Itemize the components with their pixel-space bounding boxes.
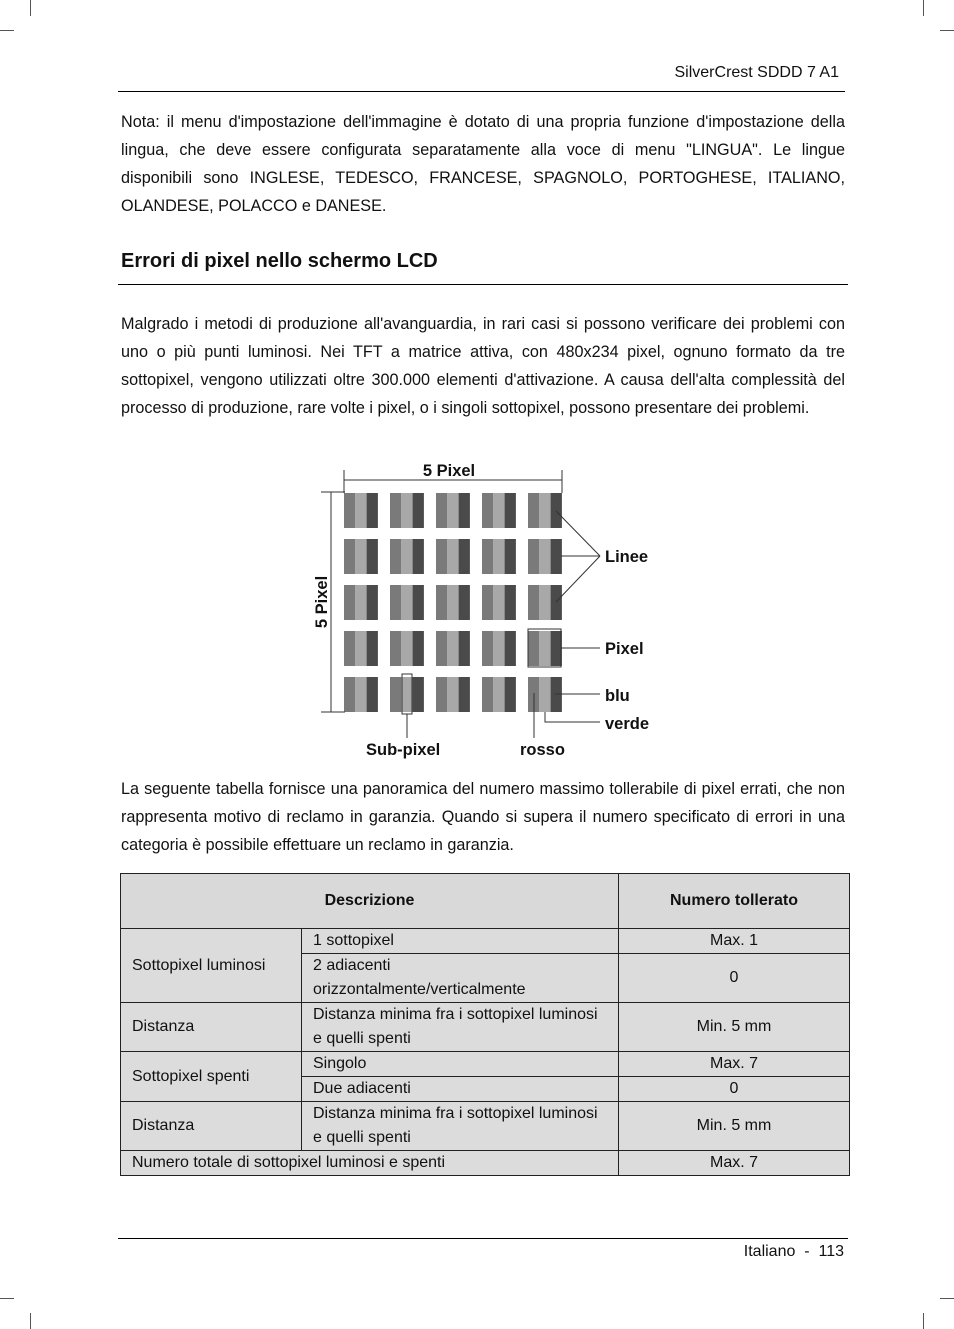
running-header: SilverCrest SDDD 7 A1 — [674, 64, 839, 81]
subpixel-blue — [413, 585, 424, 620]
table-row — [121, 929, 850, 954]
heading-rule — [118, 284, 848, 285]
subpixel-blue — [505, 585, 516, 620]
header-description: Descrizione — [121, 874, 619, 929]
subpixel-label: Sub-pixel — [366, 741, 441, 759]
subpixel-green — [355, 677, 366, 712]
subpixel-red — [482, 631, 493, 666]
table-header-row — [121, 874, 850, 929]
subpixel-green — [539, 493, 550, 528]
subpixel-blue — [551, 539, 562, 574]
intro-paragraph: Malgrado i metodi di produzione all'avanguardia, in rari casi si possono verificare dei problemi con uno o più punti luminosi. Nei TFT a matrice attiva, con 480x234 pixel, ognuno formato da tre sottopixel, vengono utilizzati oltre 300.000 elementi d'attivazione. A causa dell'alta complessità del processo di produzione, rare volte i pixel, o i singoli sottopixel, possono presentare dei problemi. — [121, 315, 845, 417]
subpixel-green — [401, 539, 412, 574]
crop-mark — [0, 1298, 14, 1299]
subpixel-red — [390, 539, 401, 574]
lines-label: Linee — [605, 548, 649, 566]
red-label: rosso — [520, 741, 565, 759]
subpixel-red — [344, 631, 355, 666]
subpixel-red — [344, 677, 355, 712]
detail-cell: Due adiacenti — [302, 1077, 619, 1102]
value-cell: Max. 7 — [619, 1052, 850, 1077]
header-tolerated: Numero tollerato — [619, 874, 850, 929]
subpixel-blue — [551, 493, 562, 528]
pixel-error-table — [120, 873, 850, 1176]
subpixel-blue — [459, 539, 470, 574]
table-row — [121, 1102, 850, 1151]
footer-separator: - — [804, 1243, 810, 1260]
subpixel-green — [447, 539, 458, 574]
subpixel-blue — [367, 631, 378, 666]
subpixel-red — [436, 677, 447, 712]
subpixel-green — [447, 631, 458, 666]
detail-cell: Distanza minima fra i sottopixel luminosi e quelli spenti — [302, 1003, 619, 1052]
subpixel-green — [539, 585, 550, 620]
subpixel-red — [436, 493, 447, 528]
pixel-grid — [344, 493, 562, 712]
subpixel-green — [493, 631, 504, 666]
subpixel-red — [482, 677, 493, 712]
subpixel-green — [493, 493, 504, 528]
subpixel-green — [355, 631, 366, 666]
crop-mark — [923, 0, 924, 16]
lines-leader — [556, 511, 600, 556]
subpixel-green — [539, 677, 550, 712]
blue-label: blu — [605, 687, 630, 705]
category-cell: Distanza — [121, 1102, 302, 1151]
subpixel-blue — [459, 493, 470, 528]
page-footer — [744, 1243, 844, 1261]
subpixel-red — [482, 539, 493, 574]
subpixel-green — [493, 585, 504, 620]
subpixel-green — [493, 539, 504, 574]
subpixel-green — [447, 585, 458, 620]
subpixel-blue — [505, 539, 516, 574]
total-value-cell: Max. 7 — [619, 1151, 850, 1176]
subpixel-red — [482, 493, 493, 528]
subpixel-red — [390, 493, 401, 528]
footer-language: Italiano — [743, 1243, 796, 1260]
header-rule — [118, 91, 845, 92]
detail-cell: Distanza minima fra i sottopixel luminosi e quelli spenti — [302, 1102, 619, 1151]
subpixel-red — [390, 631, 401, 666]
category-cell: Sottopixel luminosi — [121, 929, 302, 1003]
table-intro-paragraph: La seguente tabella fornisce una panoramica del numero massimo tollerabile di pixel errati, che non rappresenta motivo di reclamo in garanzia. Quando si supera il numero specificato di errori in una categoria è possibile effettuare un reclamo in garanzia. — [121, 780, 845, 854]
subpixel-green — [401, 631, 412, 666]
subpixel-blue — [459, 677, 470, 712]
detail-cell: 1 sottopixel — [302, 929, 619, 954]
crop-mark — [940, 30, 954, 31]
subpixel-red — [436, 539, 447, 574]
lines-leader — [556, 556, 600, 602]
crop-mark — [923, 1313, 924, 1329]
detail-cell: Singolo — [302, 1052, 619, 1077]
value-cell: Min. 5 mm — [619, 1102, 850, 1151]
subpixel-blue — [505, 493, 516, 528]
subpixel-red — [344, 539, 355, 574]
subpixel-blue — [367, 677, 378, 712]
subpixel-blue — [551, 631, 562, 666]
crop-mark — [0, 30, 14, 31]
page-number: 113 — [818, 1243, 844, 1260]
side-dimension-label: 5 Pixel — [313, 575, 331, 629]
subpixel-red — [482, 585, 493, 620]
value-cell: 0 — [619, 1077, 850, 1102]
subpixel-red — [344, 585, 355, 620]
subpixel-red — [390, 585, 401, 620]
subpixel-blue — [367, 585, 378, 620]
subpixel-blue — [413, 539, 424, 574]
pixel-diagram — [300, 455, 680, 775]
subpixel-green — [355, 539, 366, 574]
subpixel-green — [447, 677, 458, 712]
value-cell: Max. 1 — [619, 929, 850, 954]
subpixel-green — [401, 677, 412, 712]
table-row — [121, 1052, 850, 1077]
top-dimension-label: 5 Pixel — [422, 462, 476, 480]
value-cell: Min. 5 mm — [619, 1003, 850, 1052]
subpixel-red — [528, 493, 539, 528]
total-label-cell: Numero totale di sottopixel luminosi e spenti — [121, 1151, 619, 1176]
subpixel-blue — [413, 631, 424, 666]
detail-cell: 2 adiacenti orizzontalmente/verticalmente — [302, 954, 619, 1003]
category-cell: Distanza — [121, 1003, 302, 1052]
subpixel-green — [401, 585, 412, 620]
subpixel-red — [344, 493, 355, 528]
subpixel-green — [355, 585, 366, 620]
subpixel-blue — [367, 539, 378, 574]
subpixel-blue — [413, 677, 424, 712]
subpixel-blue — [505, 677, 516, 712]
footer-rule — [118, 1238, 848, 1239]
subpixel-blue — [413, 493, 424, 528]
subpixel-green — [539, 631, 550, 666]
subpixel-blue — [367, 493, 378, 528]
subpixel-blue — [459, 631, 470, 666]
subpixel-red — [436, 631, 447, 666]
table-row — [121, 1003, 850, 1052]
subpixel-blue — [459, 585, 470, 620]
category-cell: Sottopixel spenti — [121, 1052, 302, 1102]
subpixel-green — [401, 493, 412, 528]
table-total-row — [121, 1151, 850, 1176]
value-cell: 0 — [619, 954, 850, 1003]
subpixel-red — [528, 631, 539, 666]
crop-mark — [940, 1298, 954, 1299]
subpixel-green — [355, 493, 366, 528]
green-leader — [545, 712, 600, 722]
subpixel-red — [436, 585, 447, 620]
pixel-label: Pixel — [605, 640, 644, 658]
section-heading: Errori di pixel nello schermo LCD — [121, 250, 438, 272]
subpixel-green — [447, 493, 458, 528]
subpixel-red — [528, 585, 539, 620]
crop-mark — [30, 1313, 31, 1329]
green-label: verde — [605, 715, 650, 733]
subpixel-blue — [551, 585, 562, 620]
subpixel-blue — [505, 631, 516, 666]
subpixel-green — [539, 539, 550, 574]
note-paragraph: Nota: il menu d'impostazione dell'immagine è dotato di una propria funzione d'impostazione della lingua, che deve essere configurata separatamente alla voce di menu "LINGUA". Le lingue disponibili sono INGLESE, TEDESCO, FRANCESE, SPAGNOLO, PORTOGHESE, ITALIANO, OLANDESE, POLACCO e DANESE. — [121, 113, 845, 215]
subpixel-red — [390, 677, 401, 712]
subpixel-green — [493, 677, 504, 712]
crop-mark — [30, 0, 31, 16]
subpixel-red — [528, 539, 539, 574]
